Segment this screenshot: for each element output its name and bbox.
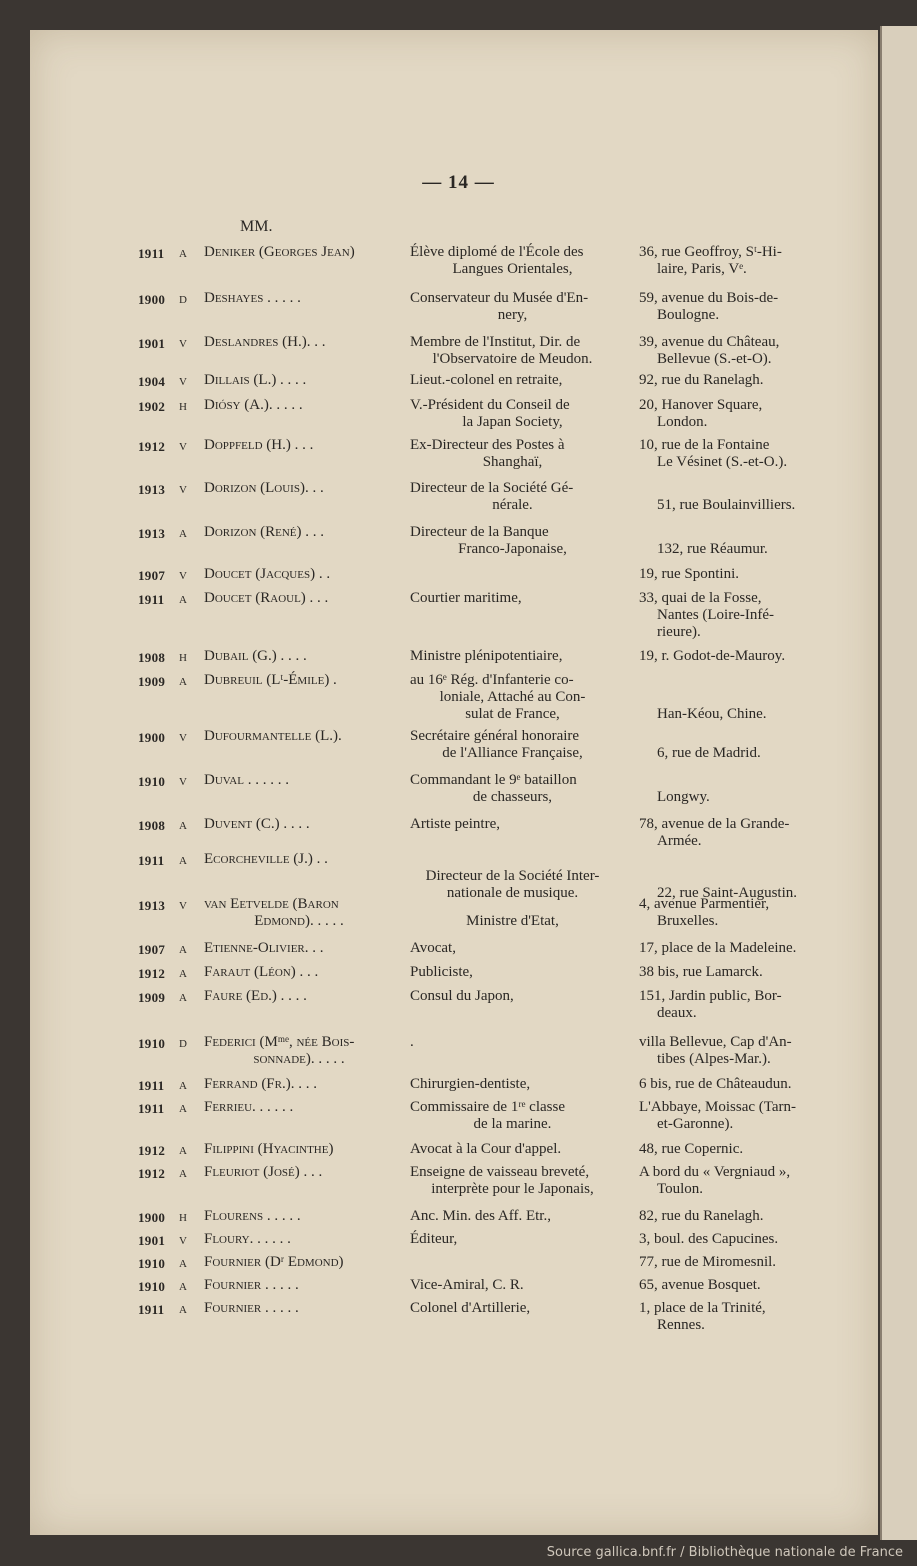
- entry-year: 1911: [138, 1101, 165, 1116]
- entry-name: [204, 244, 394, 261]
- entry-function: [410, 524, 615, 558]
- entry-year: 1912: [138, 966, 166, 981]
- entry-name-line: Ferrieu. . . . . .: [204, 1099, 294, 1115]
- entry-function-line: Membre de l'Institut, Dir. de: [410, 334, 581, 350]
- entry-year: 1900: [138, 1210, 166, 1225]
- entry-address-line: [639, 480, 821, 497]
- entry-function-line: Avocat,: [410, 940, 456, 956]
- entry-name: [204, 1076, 394, 1093]
- entry-address-line: [639, 728, 821, 745]
- entry-category: V: [179, 900, 187, 912]
- entry-address-line: [639, 524, 821, 541]
- entry-address-line: Rennes.: [657, 1317, 705, 1333]
- entry-function: [410, 334, 615, 368]
- entry-name: [204, 1277, 394, 1294]
- entry-category: H: [179, 652, 187, 664]
- entry-name-line: Duval . . . . . .: [204, 772, 289, 788]
- entry-address-line: 1, place de la Trinité,: [639, 1300, 766, 1316]
- entry-category: D: [179, 294, 187, 306]
- entry-year: 1911: [138, 592, 165, 607]
- entry-year: 1913: [138, 526, 166, 541]
- entry-function-line: Shanghaï,: [482, 454, 543, 470]
- entry-address-line: Toulon.: [657, 1181, 704, 1197]
- entry-address-line: 78, avenue de la Grande-: [639, 816, 790, 832]
- entry-address-line: Longwy.: [657, 789, 710, 805]
- entry-function-line: Vice-Amiral, C. R.: [410, 1277, 524, 1293]
- entry-address-line: 48, rue Copernic.: [639, 1141, 744, 1157]
- entry-function-line: nationale de musique.: [446, 885, 579, 901]
- entry-function: [410, 1034, 615, 1051]
- entry-name: [204, 851, 394, 868]
- entry-name: [204, 1208, 394, 1225]
- entry-function-line: Courtier maritime,: [410, 590, 522, 606]
- entry-category: H: [179, 1212, 187, 1224]
- entry-category: V: [179, 484, 187, 496]
- entry-function-line: Conservateur du Musée d'En-: [410, 290, 589, 306]
- entry-address-line: 92, rue du Ranelagh.: [639, 372, 764, 388]
- entry-address-line: L'Abbaye, Moissac (Tarn-: [639, 1099, 797, 1115]
- entry-category: A: [179, 676, 187, 688]
- entry-address-line: 77, rue de Miromesnil.: [639, 1254, 777, 1270]
- entry-function-line: Directeur de la Société Inter-: [425, 868, 600, 884]
- entry-function: [410, 728, 615, 762]
- entry-address: [639, 964, 821, 981]
- entry-address-line: 19, r. Godot-de-Mauroy.: [639, 648, 786, 664]
- entry-address-line: 6, rue de Madrid.: [657, 745, 761, 761]
- entry-address: [639, 816, 821, 850]
- entry-function-line: de chasseurs,: [472, 789, 553, 805]
- entry-address-line: 6 bis, rue de Châteaudun.: [639, 1076, 792, 1092]
- entry-year: 1910: [138, 1256, 166, 1271]
- entry-year: 1900: [138, 292, 166, 307]
- entry-name-line: Dubreuil (Lᵗ-Émile) .: [204, 672, 337, 688]
- entry-function: [410, 372, 615, 389]
- entry-function-line: Directeur de la Société Gé-: [410, 480, 574, 496]
- entry-name: [204, 1231, 394, 1248]
- entry-function-line: loniale, Attaché au Con-: [439, 689, 586, 705]
- next-page-edge: [880, 26, 917, 1540]
- entry-category: V: [179, 441, 187, 453]
- entry-name: [204, 1099, 394, 1116]
- entry-category: V: [179, 376, 187, 388]
- entry-name-line: Fournier . . . . .: [204, 1300, 299, 1316]
- entry-category: V: [179, 776, 187, 788]
- entry-category: V: [179, 338, 187, 350]
- entry-category: V: [179, 1235, 187, 1247]
- entry-function: [410, 244, 615, 278]
- entry-address-line: villa Bellevue, Cap d'An-: [639, 1034, 792, 1050]
- entry-function-line: de la marine.: [473, 1116, 552, 1132]
- entry-function: [410, 940, 615, 957]
- entry-address: [639, 397, 821, 431]
- entry-name-line: Ferrand (Fr.). . . .: [204, 1076, 317, 1092]
- entry-address-line: 17, place de la Madeleine.: [639, 940, 797, 956]
- entry-name-line: Flourens . . . . .: [204, 1208, 301, 1224]
- entry-function: [410, 988, 615, 1005]
- entry-address: [639, 1277, 821, 1294]
- entry-name-line: Deshayes . . . . .: [204, 290, 301, 306]
- entry-address-line: 3, boul. des Capucines.: [639, 1231, 779, 1247]
- entry-address-line: London.: [657, 414, 708, 430]
- entry-address-line: Le Vésinet (S.-et-O.).: [657, 454, 788, 470]
- entry-name: [204, 940, 394, 957]
- entry-category: A: [179, 594, 187, 606]
- entry-function-line: Commissaire de 1ʳᵉ classe: [410, 1099, 565, 1115]
- entry-year: 1910: [138, 774, 166, 789]
- entry-address-line: 151, Jardin public, Bor-: [639, 988, 782, 1004]
- entry-name: [204, 1164, 394, 1181]
- entry-category: A: [179, 1145, 187, 1157]
- entry-function: [410, 590, 615, 607]
- entry-address: [639, 1141, 821, 1158]
- entry-year: 1913: [138, 898, 166, 913]
- entry-address: [639, 290, 821, 324]
- entry-name: [204, 672, 394, 689]
- entry-name: [204, 772, 394, 789]
- entry-function: [410, 1076, 615, 1093]
- entry-year: 1910: [138, 1036, 166, 1051]
- entry-name-line: Dillais (L.) . . . .: [204, 372, 307, 388]
- entry-name-line: Doppfeld (H.) . . .: [204, 437, 314, 453]
- entry-address: [639, 1208, 821, 1225]
- entry-name-line: Dorizon (Louis). . .: [204, 480, 324, 496]
- entry-address-line: 65, avenue Bosquet.: [639, 1277, 761, 1293]
- entry-address: [639, 1099, 821, 1133]
- entry-address-line: rieure).: [657, 624, 701, 640]
- entry-name-line: Federici (Mᵐᵉ, née Bois-: [204, 1034, 355, 1050]
- entry-address: [639, 244, 821, 278]
- entry-name-line: Deniker (Georges Jean): [204, 244, 355, 260]
- entry-category: A: [179, 820, 187, 832]
- entry-name: [204, 566, 394, 583]
- entry-name-line: Duvent (C.) . . . .: [204, 816, 310, 832]
- entry-name-line: Faraut (Léon) . . .: [204, 964, 319, 980]
- entry-function-line: sulat de France,: [465, 706, 560, 722]
- entry-address: [639, 1164, 821, 1198]
- entry-address-line: 4, avenue Parmentier,: [639, 896, 770, 912]
- entry-function-line: Ex-Directeur des Postes à: [410, 437, 565, 453]
- entry-name-line: Edmond). . . . .: [254, 913, 344, 929]
- entry-function-line: Secrétaire général honoraire: [410, 728, 580, 744]
- entry-address-line: 132, rue Réaumur.: [657, 541, 768, 557]
- entry-year: 1901: [138, 1233, 166, 1248]
- entry-address: [639, 1231, 821, 1248]
- entry-name-line: Fournier (Dʳ Edmond): [204, 1254, 344, 1270]
- entry-year: 1911: [138, 246, 165, 261]
- entry-year: 1912: [138, 1143, 166, 1158]
- entry-name-line: Fleuriot (José) . . .: [204, 1164, 323, 1180]
- entry-category: A: [179, 1281, 187, 1293]
- entry-name-line: Dorizon (René) . . .: [204, 524, 325, 540]
- entry-name-line: Etienne-Olivier. . .: [204, 940, 324, 956]
- entry-function: [410, 1141, 615, 1158]
- entry-function-line: interprète pour le Japonais,: [431, 1181, 594, 1197]
- entry-name-line: van Eetvelde (Baron: [204, 896, 339, 912]
- entry-name-line: Filippini (Hyacinthe): [204, 1141, 334, 1157]
- entry-function-line: Publiciste,: [410, 964, 473, 980]
- entry-year: 1910: [138, 1279, 166, 1294]
- entry-year: 1902: [138, 399, 166, 414]
- entry-name-line: Doucet (Jacques) . .: [204, 566, 331, 582]
- entry-address: [639, 1254, 821, 1271]
- entry-category: H: [179, 401, 187, 413]
- entry-name-line: Floury. . . . . .: [204, 1231, 291, 1247]
- entry-address-line: laire, Paris, Vᵉ.: [657, 261, 747, 277]
- entry-function: [410, 1231, 615, 1248]
- entry-address-line: A bord du « Vergniaud »,: [639, 1164, 791, 1180]
- entry-address-line: 39, avenue du Château,: [639, 334, 780, 350]
- entry-function-line: Élève diplomé de l'École des: [410, 244, 584, 260]
- entry-name: [204, 290, 394, 307]
- entry-function-line: Lieut.-colonel en retraite,: [410, 372, 563, 388]
- entry-address: [639, 1076, 821, 1093]
- entry-function-line: [410, 851, 615, 868]
- entry-function-line: Éditeur,: [410, 1231, 458, 1247]
- entry-address-line: 10, rue de la Fontaine: [639, 437, 770, 453]
- entry-address-line: Han-Kéou, Chine.: [657, 706, 767, 722]
- entry-address-line: Bruxelles.: [657, 913, 719, 929]
- entry-category: A: [179, 528, 187, 540]
- entry-function-line: Ministre d'Etat,: [466, 913, 559, 929]
- entry-year: 1912: [138, 1166, 166, 1181]
- entry-address-line: 22, rue Saint-Augustin.: [657, 885, 797, 901]
- entry-function: [410, 1300, 615, 1317]
- entry-year: 1913: [138, 482, 166, 497]
- entry-category: D: [179, 1038, 187, 1050]
- entry-address: [639, 480, 821, 514]
- entry-year: 1908: [138, 650, 166, 665]
- entry-category: A: [179, 944, 187, 956]
- entry-function-line: Chirurgien-dentiste,: [410, 1076, 531, 1092]
- entry-name-line: Deslandres (H.). . .: [204, 334, 326, 350]
- entry-year: 1912: [138, 439, 166, 454]
- entry-function: [410, 397, 615, 431]
- entry-function-line: nérale.: [492, 497, 533, 513]
- entry-function-line: Franco-Japonaise,: [458, 541, 567, 557]
- entry-address-line: 51, rue Boulainvilliers.: [657, 497, 796, 513]
- entry-address-line: 19, rue Spontini.: [639, 566, 739, 582]
- entry-category: A: [179, 1168, 187, 1180]
- page-number: — 14 —: [422, 172, 495, 193]
- entry-category: V: [179, 732, 187, 744]
- entry-address: [639, 772, 821, 806]
- entry-name: [204, 480, 394, 497]
- entry-category: A: [179, 1258, 187, 1270]
- entry-address: [639, 566, 821, 583]
- entry-function-line: Commandant le 9ᵉ bataillon: [410, 772, 577, 788]
- source-footer: Source gallica.bnf.fr / Bibliothèque nationale de France: [546, 1545, 903, 1560]
- entry-function: [410, 1164, 615, 1198]
- entry-function-line: nery,: [497, 307, 528, 323]
- entry-address: [639, 524, 821, 558]
- entry-name-line: Faure (Ed.) . . . .: [204, 988, 307, 1004]
- entry-address-line: 33, quai de la Fosse,: [639, 590, 762, 606]
- entry-function-line: Colonel d'Artillerie,: [410, 1300, 531, 1316]
- entry-name: [204, 334, 394, 351]
- entry-year: 1904: [138, 374, 166, 389]
- entry-name-line: Doucet (Raoul) . . .: [204, 590, 329, 606]
- entry-address-line: Bellevue (S.-et-O).: [657, 351, 772, 367]
- entry-category: V: [179, 570, 187, 582]
- entry-address: [639, 372, 821, 389]
- entry-name: [204, 372, 394, 389]
- entry-year: 1907: [138, 942, 166, 957]
- entry-address: [639, 672, 821, 723]
- entry-address-line: 38 bis, rue Lamarck.: [639, 964, 763, 980]
- entry-function: [410, 1254, 615, 1271]
- entry-address-line: et-Garonne).: [657, 1116, 734, 1132]
- entry-function-line: de l'Alliance Française,: [442, 745, 583, 761]
- entry-year: 1901: [138, 336, 166, 351]
- entry-function: [410, 672, 615, 723]
- entry-function: [410, 290, 615, 324]
- entry-address: [639, 437, 821, 471]
- entry-address-line: Nantes (Loire-Infé-: [657, 607, 775, 623]
- entry-address: [639, 590, 821, 641]
- entry-function-line: la Japan Society,: [462, 414, 563, 430]
- entry-address: [639, 728, 821, 762]
- entry-function-line: [410, 566, 615, 583]
- entry-name: [204, 1141, 394, 1158]
- entry-name-line: Dubail (G.) . . . .: [204, 648, 307, 664]
- entry-address-line: [639, 672, 821, 689]
- entry-address: [639, 1300, 821, 1334]
- entry-address-line: [639, 689, 821, 706]
- entry-name-line: Ecorcheville (J.) . .: [204, 851, 328, 867]
- entry-address: [639, 334, 821, 368]
- entry-year: 1911: [138, 1302, 165, 1317]
- entry-address-line: [639, 868, 821, 885]
- entry-name: [204, 728, 394, 745]
- entry-name: [204, 397, 394, 414]
- entry-function-line: [410, 896, 615, 913]
- entry-year: 1907: [138, 568, 166, 583]
- entry-name: [204, 964, 394, 981]
- entry-name-line: Fournier . . . . .: [204, 1277, 299, 1293]
- entry-name: [204, 648, 394, 665]
- entry-function: [410, 1208, 615, 1225]
- entry-function-line: V.-Président du Conseil de: [410, 397, 570, 413]
- entry-category: A: [179, 248, 187, 260]
- entry-name: [204, 816, 394, 833]
- entry-year: 1911: [138, 853, 165, 868]
- entry-name: [204, 437, 394, 454]
- entry-year: 1909: [138, 990, 166, 1005]
- entry-function-line: .: [410, 1034, 414, 1050]
- entry-function-line: Enseigne de vaisseau breveté,: [410, 1164, 590, 1180]
- heading-mm: MM.: [240, 218, 273, 235]
- entry-address: [639, 648, 821, 665]
- entry-name: [204, 1034, 394, 1068]
- entry-category: A: [179, 1103, 187, 1115]
- entry-function-line: Langues Orientales,: [452, 261, 573, 277]
- entry-year: 1908: [138, 818, 166, 833]
- entry-function-line: Consul du Japon,: [410, 988, 514, 1004]
- entry-function: [410, 566, 615, 583]
- entry-function: [410, 851, 615, 902]
- entry-name: [204, 524, 394, 541]
- entry-category: A: [179, 1304, 187, 1316]
- entry-address-line: deaux.: [657, 1005, 697, 1021]
- entry-year: 1909: [138, 674, 166, 689]
- entry-address: [639, 988, 821, 1022]
- entry-address-line: Armée.: [657, 833, 702, 849]
- entry-address: [639, 851, 821, 902]
- entry-name-line: Dufourmantelle (L.).: [204, 728, 342, 744]
- entry-function-line: l'Observatoire de Meudon.: [432, 351, 593, 367]
- entry-address-line: 20, Hanover Square,: [639, 397, 763, 413]
- entry-address: [639, 1034, 821, 1068]
- entry-name: [204, 1300, 394, 1317]
- entry-function: [410, 437, 615, 471]
- entry-category: A: [179, 855, 187, 867]
- entry-function: [410, 1277, 615, 1294]
- entry-address: [639, 896, 821, 930]
- entry-year: 1911: [138, 1078, 165, 1093]
- entry-name-line: sonnade). . . . .: [253, 1051, 345, 1067]
- entry-name: [204, 590, 394, 607]
- entry-category: A: [179, 1080, 187, 1092]
- entry-function-line: [410, 1254, 615, 1271]
- entry-function-line: Artiste peintre,: [410, 816, 500, 832]
- entry-function: [410, 1099, 615, 1133]
- entry-function: [410, 816, 615, 833]
- entry-address-line: 36, rue Geoffroy, Sᵗ-Hi-: [639, 244, 782, 260]
- entry-function: [410, 480, 615, 514]
- entry-function-line: Directeur de la Banque: [410, 524, 549, 540]
- entry-name-line: Diósy (A.). . . . .: [204, 397, 303, 413]
- entry-address-line: [639, 851, 821, 868]
- entry-category: A: [179, 992, 187, 1004]
- entry-address-line: [639, 772, 821, 789]
- entry-category: A: [179, 968, 187, 980]
- entry-name: [204, 1254, 394, 1271]
- entry-address-line: tibes (Alpes-Mar.).: [657, 1051, 771, 1067]
- entry-name: [204, 896, 394, 930]
- entry-function: [410, 648, 615, 665]
- entry-function: [410, 772, 615, 806]
- entry-address-line: 82, rue du Ranelagh.: [639, 1208, 764, 1224]
- entry-address: [639, 940, 821, 957]
- entry-function: [410, 896, 615, 930]
- entry-function-line: Anc. Min. des Aff. Etr.,: [410, 1208, 551, 1224]
- entry-name: [204, 988, 394, 1005]
- entry-function-line: Ministre plénipotentiaire,: [410, 648, 563, 664]
- entry-function-line: Avocat à la Cour d'appel.: [410, 1141, 562, 1157]
- entry-address-line: 59, avenue du Bois-de-: [639, 290, 779, 306]
- entry-year: 1900: [138, 730, 166, 745]
- entry-function: [410, 964, 615, 981]
- entry-address-line: Boulogne.: [657, 307, 720, 323]
- entry-function-line: au 16ᵉ Rég. d'Infanterie co-: [410, 672, 574, 688]
